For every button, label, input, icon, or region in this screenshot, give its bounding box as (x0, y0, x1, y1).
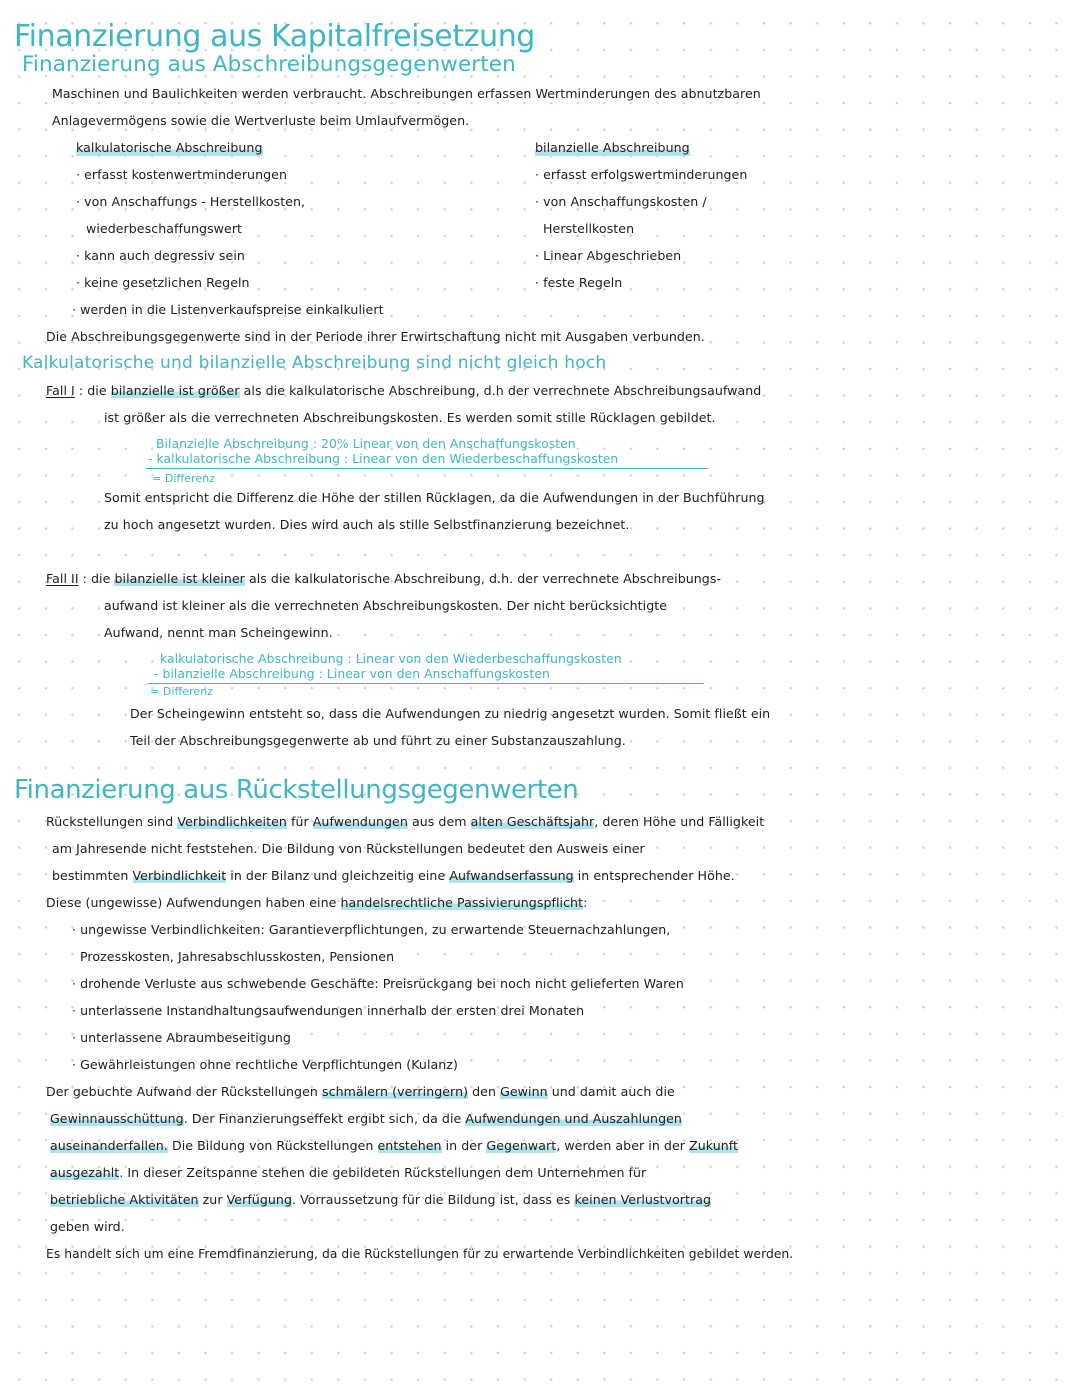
intro-line-2: Anlagevermögens sowie die Wertverluste beim Umlaufvermögen. (52, 113, 470, 128)
kalk-item: wiederbeschaffungswert (86, 221, 243, 236)
fall1-label: Fall I (46, 383, 75, 398)
section-subtitle: Finanzierung aus Abschreibungsgegenwerten (22, 52, 516, 77)
para1-line: Diese (ungewisse) Aufwendungen haben eine handelsrechtliche Passivierungspflicht: (46, 895, 588, 910)
para1-line: bestimmten Verbindlichkeit in der Bilanz und gleichzeitig eine Aufwandserfassung in entsprechender Höhe. (52, 868, 735, 883)
kalk-item: · keine gesetzlichen Regeln (76, 275, 250, 290)
fall1-calc-line: - kalkulatorische Abschreibung : Linear von den Wiederbeschaffungskosten (148, 451, 619, 466)
para2-line: Es handelt sich um eine Fremdfinanzierung, da die Rückstellungen für zu erwartende Verbindlichkeiten gebildet werden. (46, 1247, 794, 1261)
fall1-text: zu hoch angesetzt wurden. Dies wird auch als stille Selbstfinanzierung bezeichnet. (104, 517, 630, 532)
fall1-calc-line: Bilanzielle Abschreibung : 20% Linear von den Anschaffungskosten (156, 436, 576, 451)
bullet-item: Prozesskosten, Jahresabschlusskosten, Pensionen (80, 949, 395, 964)
fall2-highlight: bilanzielle ist kleiner (114, 571, 245, 586)
fall2-text: Teil der Abschreibungsgegenwerte ab und führt zu einer Substanzauszahlung. (130, 733, 626, 748)
para1-line: Rückstellungen sind Verbindlichkeiten für Aufwendungen aus dem alten Geschäftsjahr, deren Höhe und Fälligkeit (46, 814, 765, 829)
fall2-result: = Differenz (150, 685, 214, 698)
para2-line: Der gebuchte Aufwand der Rückstellungen schmälern (verringern) den Gewinn und damit auch die (46, 1084, 675, 1099)
fall1-text: Somit entspricht die Differenz die Höhe der stillen Rücklagen, da die Aufwendungen in der Buchführung (104, 490, 765, 505)
note-text: Die Abschreibungsgegenwerte sind in der Periode ihrer Erwirtschaftung nicht mit Ausgaben verbunden. (46, 329, 705, 344)
kalk-item: · kann auch degressiv sein (76, 248, 245, 263)
para2-line: Gewinnausschüttung. Der Finanzierungseffekt ergibt sich, da die Aufwendungen und Auszahlungen (50, 1111, 682, 1126)
para2-line: ausgezahlt. In dieser Zeitspanne stehen die gebildeten Rückstellungen dem Unternehmen für (50, 1165, 647, 1180)
bullet-item: · unterlassene Abraumbeseitigung (72, 1030, 291, 1045)
bullet-item: · unterlassene Instandhaltungsaufwendungen innerhalb der ersten drei Monaten (72, 1003, 585, 1018)
para2-line: auseinanderfallen. Die Bildung von Rückstellungen entstehen in der Gegenwart, werden aber in der Zukunft (50, 1138, 739, 1153)
section2-title: Finanzierung aus Rückstellungsgegenwerten (14, 775, 579, 805)
fall1-result: = Differenz (152, 472, 216, 485)
bil-item: · Linear Abgeschrieben (535, 248, 682, 263)
section-subheading: Kalkulatorische und bilanzielle Abschreibung sind nicht gleich hoch (22, 353, 607, 373)
fall2-label: Fall II (46, 571, 79, 586)
fall1-sum-rule (146, 468, 708, 469)
bil-item: · feste Regeln (535, 275, 623, 290)
kalk-heading: kalkulatorische Abschreibung (76, 140, 263, 155)
bullet-item: · Gewährleistungen ohne rechtliche Verpflichtungen (Kulanz) (72, 1057, 458, 1072)
kalk-item: · von Anschaffungs - Herstellkosten, (76, 194, 306, 209)
fall2-calc-line: - bilanzielle Abschreibung : Linear von den Anschaffungskosten (154, 666, 550, 681)
fall2-calc-line: kalkulatorische Abschreibung : Linear von den Wiederbeschaffungskosten (160, 651, 622, 666)
fall1-line-2: ist größer als die verrechneten Abschreibungskosten. Es werden somit stille Rücklagen gebildet. (104, 410, 716, 425)
bil-item: · erfasst erfolgswertminderungen (535, 167, 748, 182)
fall2-line-3: Aufwand, nennt man Scheingewinn. (104, 625, 333, 640)
bullet-item: · ungewisse Verbindlichkeiten: Garantieverpflichtungen, zu erwartende Steuernachzahlungen, (72, 922, 671, 937)
para2-line: geben wird. (50, 1219, 125, 1234)
kalk-item: · erfasst kostenwertminderungen (76, 167, 287, 182)
para1-line: am Jahresende nicht feststehen. Die Bildung von Rückstellungen bedeutet den Ausweis einer (52, 841, 645, 856)
fall1-highlight: bilanzielle ist größer (110, 383, 240, 398)
fall1-line-1: Fall I : die bilanzielle ist größer als die kalkulatorische Abschreibung, d.h der verrechnete Abschreibungsaufwand (46, 383, 762, 398)
fall2-text: Der Scheingewinn entsteht so, dass die Aufwendungen zu niedrig angesetzt wurden. Somit fließt ein (130, 706, 771, 721)
kalk-item: · werden in die Listenverkaufspreise einkalkuliert (72, 302, 384, 317)
para2-line: betriebliche Aktivitäten zur Verfügung. Vorraussetzung für die Bildung ist, dass es keinen Verlustvortrag (50, 1192, 712, 1207)
page-title: Finanzierung aus Kapitalfreisetzung (14, 19, 535, 54)
bil-item: · von Anschaffungskosten / (535, 194, 707, 209)
fall2-sum-rule (148, 683, 704, 684)
bil-item: Herstellkosten (543, 221, 635, 236)
intro-line-1: Maschinen und Baulichkeiten werden verbraucht. Abschreibungen erfassen Wertminderungen des abnutzbaren (52, 86, 761, 101)
bil-heading: bilanzielle Abschreibung (535, 140, 690, 155)
fall2-line-2: aufwand ist kleiner als die verrechneten Abschreibungskosten. Der nicht berücksichtigte (104, 598, 668, 613)
bullet-item: · drohende Verluste aus schwebende Geschäfte: Preisrückgang bei noch nicht gelieferten Waren (72, 976, 684, 991)
fall2-line-1: Fall II : die bilanzielle ist kleiner als die kalkulatorische Abschreibung, d.h. der verrechnete Abschreibungs- (46, 571, 722, 586)
